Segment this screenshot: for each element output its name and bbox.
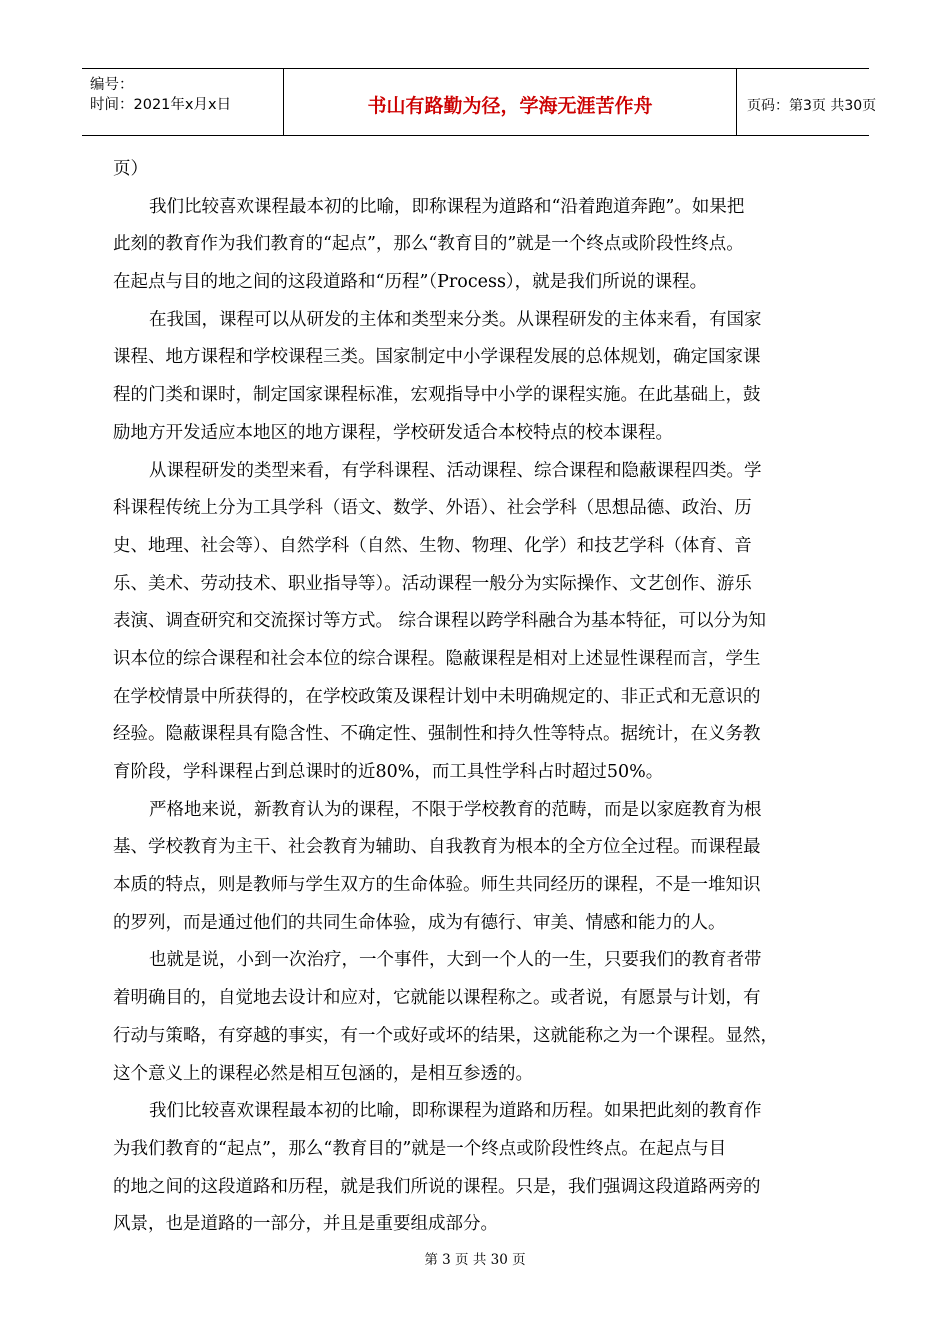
paragraph	[113, 189, 841, 302]
text-line: 程的门类和课时，制定国家课程标准，宏观指导中小学的课程实施。在此基础上，鼓	[113, 385, 761, 406]
text-line: 表演、调查研究和交流探讨等方式。 综合课程以跨学科融合为基本特征，可以分为知	[113, 611, 767, 632]
document-body	[113, 151, 841, 1244]
document-number-label: 编号：	[90, 77, 134, 93]
text-line: 乐、美术、劳动技术、职业指导等）。活动课程一般分为实际操作、文艺创作、游乐	[113, 573, 752, 594]
text-line: 在我国，课程可以从研发的主体和类型来分类。从课程研发的主体来看，有国家	[149, 309, 762, 330]
header-motto: 书山有路勤为径，学海无涯苦作舟	[367, 95, 653, 117]
text-line: 本质的特点，则是教师与学生双方的生命体验。师生共同经历的课程，不是一堆知识	[113, 875, 761, 896]
page-header	[82, 68, 877, 136]
text-line: 这个意义上的课程必然是相互包涵的，是相互参透的。	[113, 1063, 533, 1084]
text-line: 的地之间的这段道路和历程，就是我们所说的课程。只是，我们强调这段道路两旁的	[113, 1176, 761, 1197]
text-line: 的罗列，而是通过他们的共同生命体验，成为有德行、审美、情感和能力的人。	[113, 912, 726, 933]
text-line: 育阶段，学科课程占到总课时的近80%，而工具性学科占时超过50%。	[113, 762, 664, 782]
text-line: 经验。隐蔽课程具有隐含性、不确定性、强制性和持久性等特点。据统计，在义务教	[113, 724, 761, 745]
paragraph	[113, 942, 841, 1093]
text-line: 在学校情景中所获得的，在学校政策及课程计划中未明确规定的、非正式和无意识的	[113, 686, 761, 707]
header-meta-cell	[82, 69, 284, 135]
text-line: 科课程传统上分为工具学科（语文、数学、外语）、社会学科（思想品德、政治、历	[113, 498, 752, 519]
text-line: 课程、地方课程和学校课程三类。国家制定中小学课程发展的总体规划，确定国家课	[113, 347, 761, 368]
text-line: 我们比较喜欢课程最本初的比喻，即称课程为道路和“沿着跑道奔跑”。如果把	[149, 196, 745, 217]
text-line: 识本位的综合课程和社会本位的综合课程。隐蔽课程是相对上述显性课程而言，学生	[113, 648, 761, 669]
paragraph	[113, 792, 841, 943]
text-line: 严格地来说，新教育认为的课程，不限于学校教育的范畴，而是以家庭教育为根	[149, 799, 762, 820]
header-motto-cell	[284, 69, 737, 135]
header-page-info: 页码：第3页 共30页	[747, 98, 877, 114]
text-line: 在起点与目的地之间的这段道路和“历程”（Process），就是我们所说的课程。	[113, 272, 708, 293]
text-line: 我们比较喜欢课程最本初的比喻，即称课程为道路和历程。如果把此刻的教育作	[149, 1101, 762, 1122]
text-line: 行动与策略，有穿越的事实，有一个或好或坏的结果，这就能称之为一个课程。显然，	[113, 1025, 778, 1046]
footer-page-number: 第 3 页 共 30 页	[424, 1252, 526, 1268]
header-page-cell	[737, 69, 877, 135]
text-line: 页）	[113, 159, 148, 179]
text-line: 从课程研发的类型来看，有学科课程、活动课程、综合课程和隐蔽课程四类。学	[149, 460, 762, 481]
text-line: 史、地理、社会等）、自然学科（自然、生物、物理、化学）和技艺学科（体育、音	[113, 535, 752, 556]
document-time-label: 时间：2021年x月x日	[90, 97, 232, 113]
text-line: 也就是说，小到一次治疗，一个事件，大到一个人的一生，只要我们的教育者带	[149, 950, 762, 971]
text-line: 励地方开发适应本地区的地方课程，学校研发适合本校特点的校本课程。	[113, 422, 673, 443]
text-line: 基、学校教育为主干、社会教育为辅助、自我教育为根本的全方位全过程。而课程最	[113, 837, 761, 858]
paragraph	[113, 302, 841, 453]
paragraph	[113, 151, 841, 189]
paragraph	[113, 453, 841, 792]
text-line: 此刻的教育作为我们教育的“起点”，那么“教育目的”就是一个终点或阶段性终点。	[113, 234, 744, 255]
text-line: 着明确目的，自觉地去设计和应对，它就能以课程称之。或者说，有愿景与计划，有	[113, 988, 761, 1009]
paragraph	[113, 1093, 841, 1244]
text-line: 为我们教育的“起点”，那么“教育目的”就是一个终点或阶段性终点。在起点与目	[113, 1138, 727, 1159]
page-footer	[0, 1248, 950, 1268]
text-line: 风景，也是道路的一部分，并且是重要组成部分。	[113, 1214, 498, 1235]
